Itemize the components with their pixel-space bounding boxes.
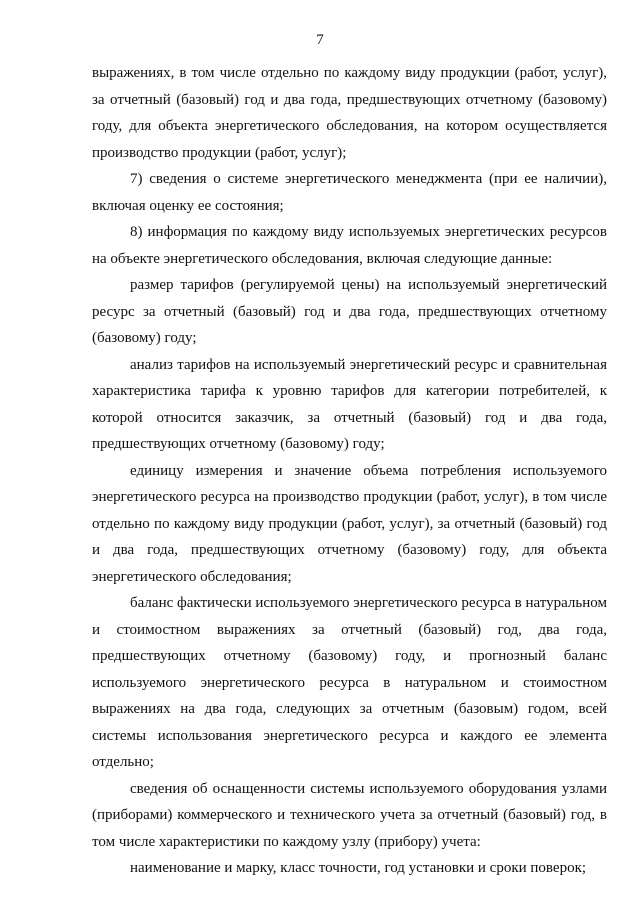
paragraph: баланс фактически используемого энергетического ресурса в натуральном и стоимостном выражениях за отчетный (базовый) год, два года, предшествующих отчетному (базовому) году, и прогнозный баланс используемого энергетического ресурса в натуральном и стоимостном выражениях на два года, следующих за отчетным (базовым) годом, всей системы использования энергетического ресурса и каждого ее элемента отдельно;	[92, 595, 607, 770]
paragraph: размер тарифов (регулируемой цены) на используемый энергетический ресурс за отчетный (базовый) год и два года, предшествующих отчетному (базовому) году;	[92, 277, 607, 346]
paragraph: 8) информация по каждому виду используемых энергетических ресурсов на объекте энергетического обследования, включая следующие данные:	[92, 224, 607, 267]
paragraph: анализ тарифов на используемый энергетический ресурс и сравнительная характеристика тарифа к уровню тарифов для категории потребителей, к которой относится заказчик, за отчетный (базовый) год и два года, предшествующих отчетному (базовому) году;	[92, 356, 607, 452]
paragraph: наименование и марку, класс точности, год установки и сроки поверок;	[130, 860, 587, 876]
paragraph: 7) сведения о системе энергетического менеджмента (при ее наличии), включая оценку ее состояния;	[92, 171, 607, 214]
page-number: 7	[316, 32, 324, 48]
paragraph: единицу измерения и значение объема потребления используемого энергетического ресурса на производство продукции (работ, услуг), в том числе отдельно по каждому виду продукции (работ, услуг), за отчетный (базовый) год и два года, предшествующих отчетному (базовому) году, для объекта энергетического обследования;	[92, 462, 607, 585]
document-body	[92, 60, 607, 882]
paragraph: сведения об оснащенности системы используемого оборудования узлами (приборами) коммерческого и технического учета за отчетный (базовый) год, в том числе характеристики по каждому узлу (прибору) учета:	[92, 780, 607, 850]
paragraph: выражениях, в том числе отдельно по каждому виду продукции (работ, услуг), за отчетный (базовый) год и два года, предшествующих отчетному (базовому) году, для объекта энергетического обследования, на котором осуществляется производство продукции (работ, услуг);	[92, 65, 607, 161]
